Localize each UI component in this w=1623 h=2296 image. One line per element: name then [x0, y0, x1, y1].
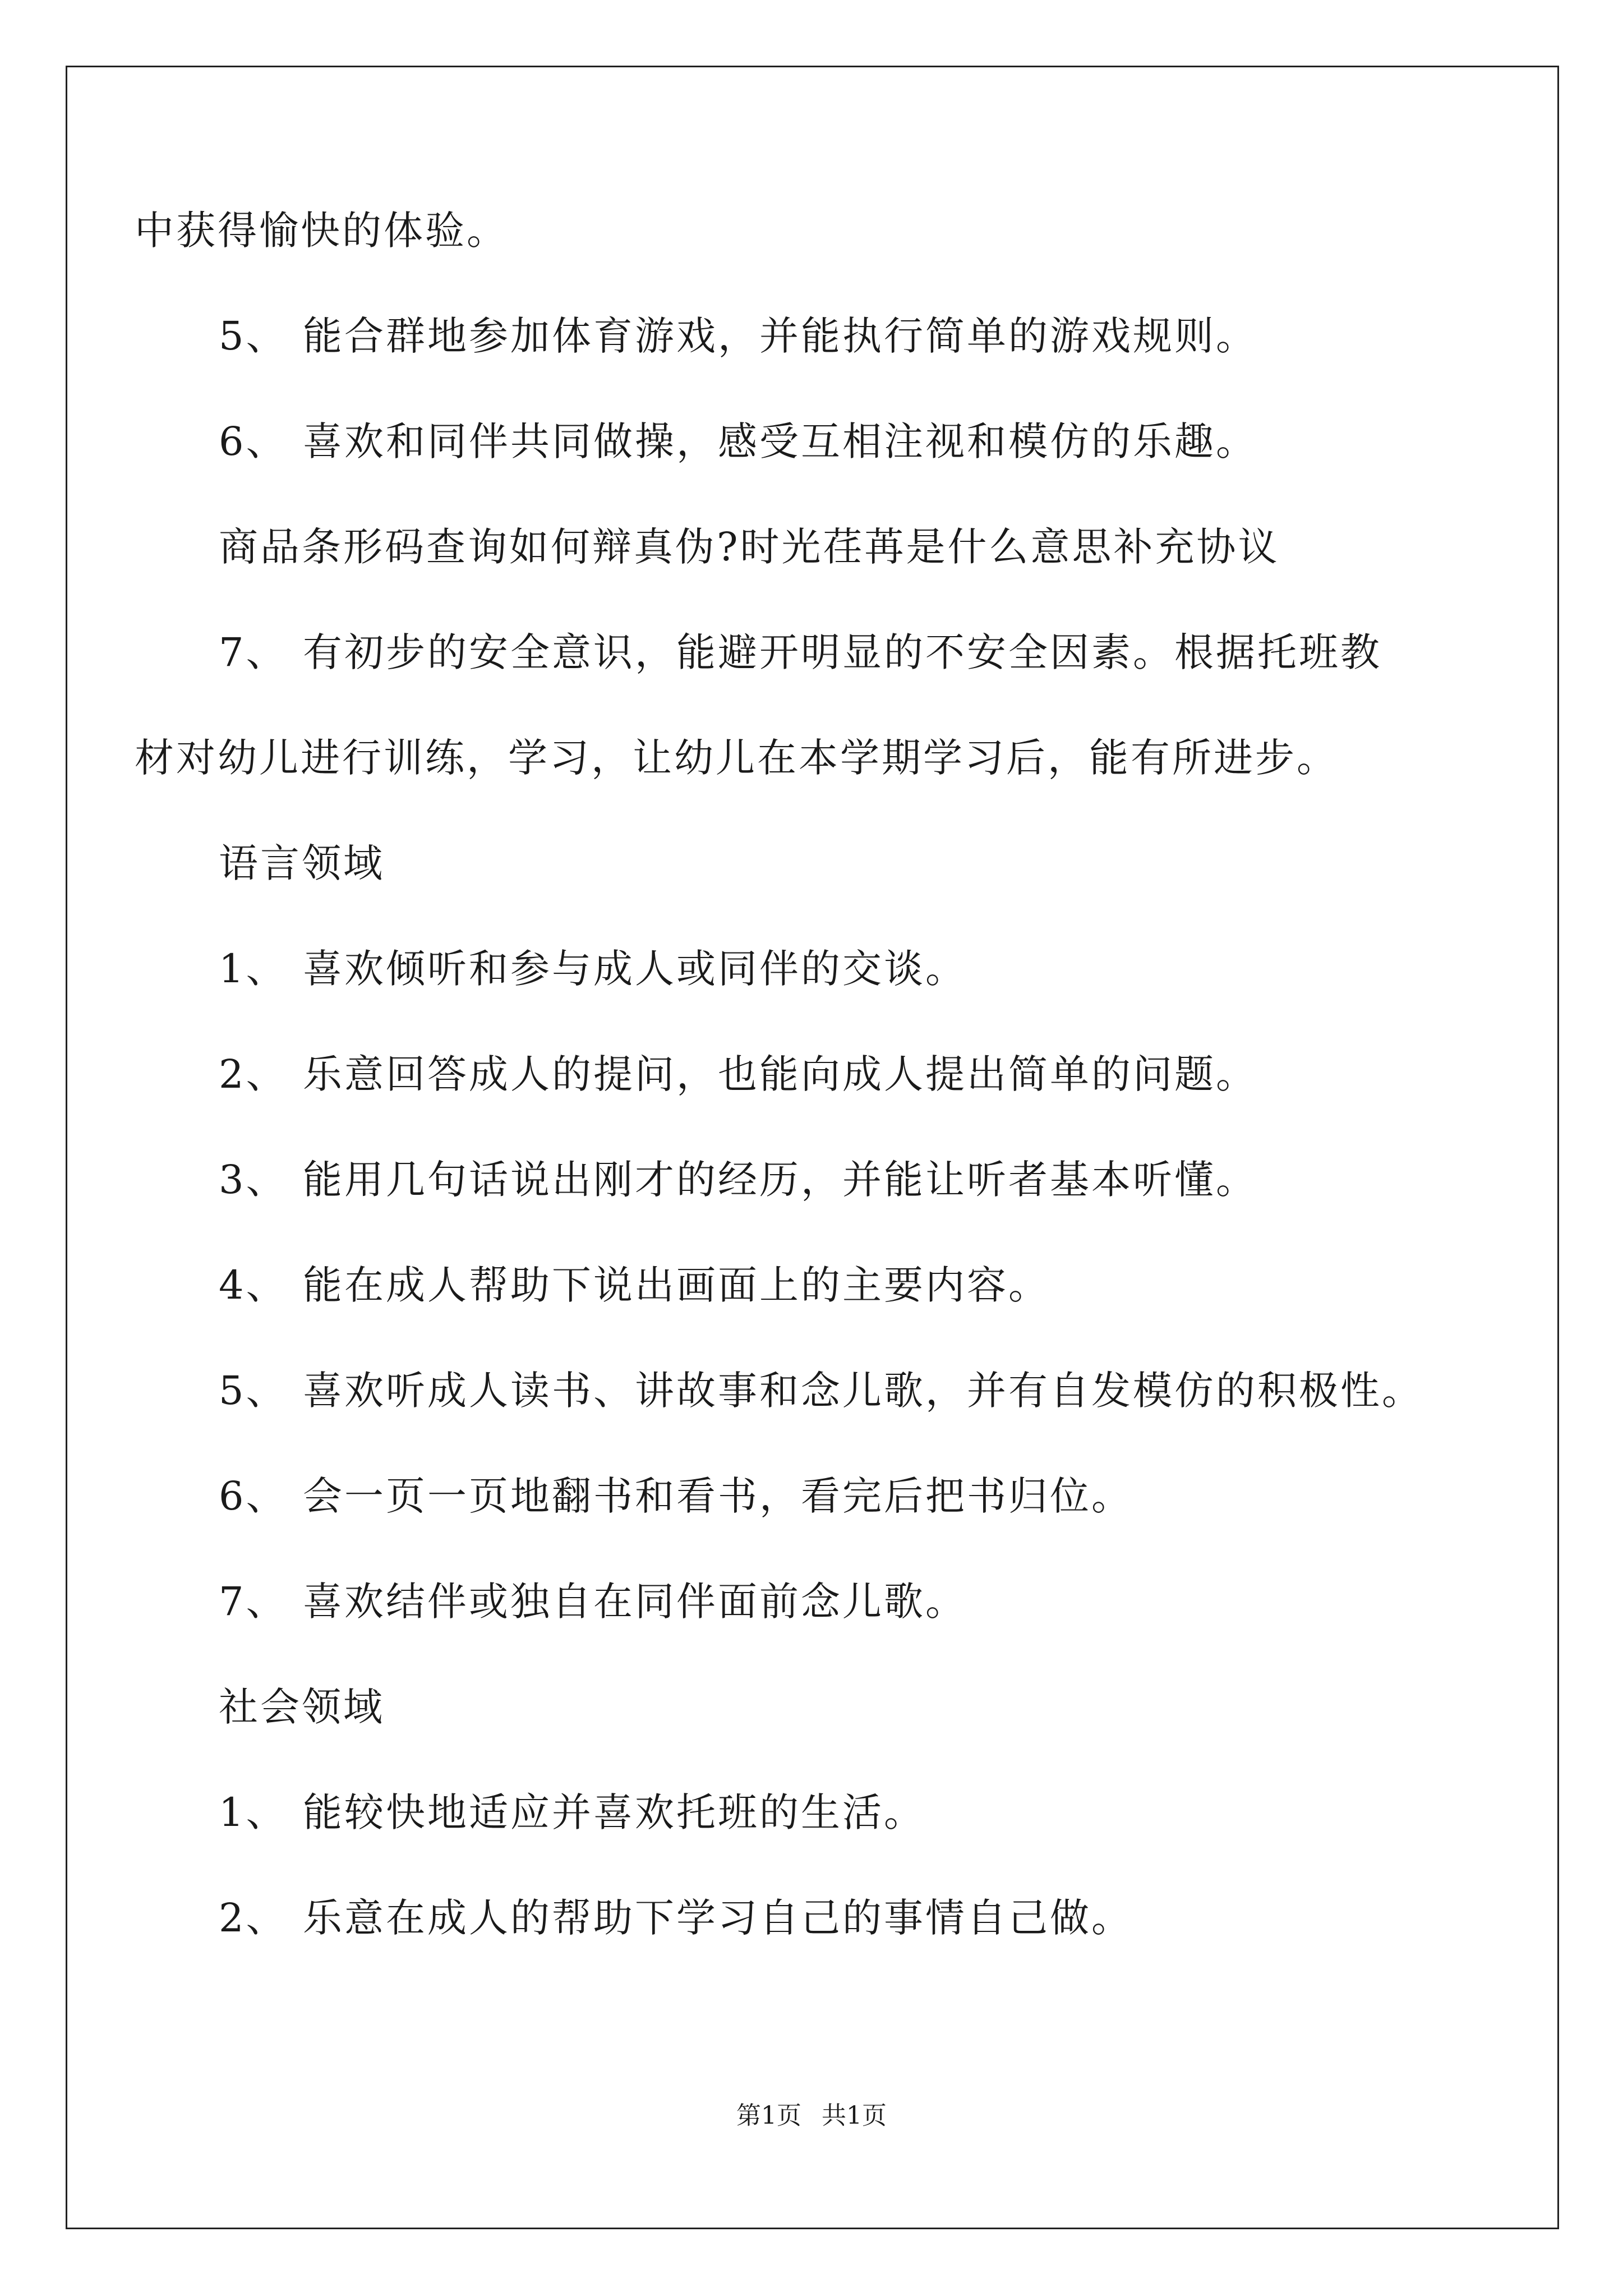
list-item — [219, 1154, 1257, 1205]
item-number: 5、 — [219, 1368, 288, 1414]
section-heading — [219, 838, 385, 889]
item-number: 7、 — [219, 629, 288, 675]
line-text: 中获得愉快的体验。 — [135, 208, 508, 254]
list-item — [219, 1787, 925, 1838]
list-item — [219, 1576, 967, 1627]
item-text: 能较快地适应并喜欢托班的生活。 — [303, 1789, 925, 1835]
list-item — [219, 311, 1257, 361]
list-item — [219, 1471, 1133, 1521]
item-number: 4、 — [219, 1262, 288, 1308]
list-item — [219, 1049, 1257, 1099]
item-number: 7、 — [219, 1579, 288, 1625]
list-item — [219, 944, 967, 994]
item-number: 1、 — [219, 946, 288, 992]
list-item — [219, 1365, 1423, 1416]
page-footer — [0, 2095, 1623, 2131]
line-text: 材对幼儿进行训练，学习，让幼儿在本学期学习后，能有所进步。 — [135, 735, 1338, 781]
item-text: 能在成人帮助下说出画面上的主要内容。 — [303, 1262, 1050, 1308]
item-number: 6、 — [219, 1473, 288, 1519]
item-text: 有初步的安全意识，能避开明显的不安全因素。根据托班教 — [303, 629, 1382, 675]
item-number: 6、 — [219, 418, 288, 464]
item-text: 能用几句话说出刚才的经历，并能让听者基本听懂。 — [303, 1157, 1257, 1203]
text-line — [135, 205, 508, 256]
item-text: 喜欢倾听和参与成人或同伴的交谈。 — [303, 946, 967, 992]
heading-text: 社会领域 — [219, 1684, 385, 1730]
text-line — [135, 733, 1338, 783]
text-line — [219, 522, 1280, 572]
item-text: 喜欢听成人读书、讲故事和念儿歌，并有自发模仿的积极性。 — [303, 1368, 1423, 1414]
list-item — [219, 416, 1257, 467]
item-text: 喜欢结伴或独自在同伴面前念儿歌。 — [303, 1579, 967, 1625]
item-number: 2、 — [219, 1051, 288, 1097]
line-text: 商品条形码查询如何辩真伪?时光荏苒是什么意思补充协议 — [219, 524, 1280, 570]
item-text: 能合群地参加体育游戏，并能执行简单的游戏规则。 — [303, 313, 1257, 359]
item-text: 会一页一页地翻书和看书，看完后把书归位。 — [303, 1473, 1133, 1519]
item-number: 1、 — [219, 1789, 288, 1835]
section-heading — [219, 1682, 385, 1732]
item-text: 乐意回答成人的提问，也能向成人提出简单的问题。 — [303, 1051, 1257, 1097]
page-current: 第1页 — [736, 2101, 801, 2130]
item-text: 喜欢和同伴共同做操，感受互相注视和模仿的乐趣。 — [303, 418, 1257, 464]
item-number: 3、 — [219, 1157, 288, 1203]
list-item — [219, 1893, 1133, 1943]
list-item — [219, 627, 1382, 678]
list-item — [219, 1260, 1050, 1310]
heading-text: 语言领域 — [219, 840, 385, 886]
page-total: 共1页 — [822, 2101, 887, 2130]
item-text: 乐意在成人的帮助下学习自己的事情自己做。 — [303, 1895, 1133, 1941]
item-number: 2、 — [219, 1895, 288, 1941]
item-number: 5、 — [219, 313, 288, 359]
